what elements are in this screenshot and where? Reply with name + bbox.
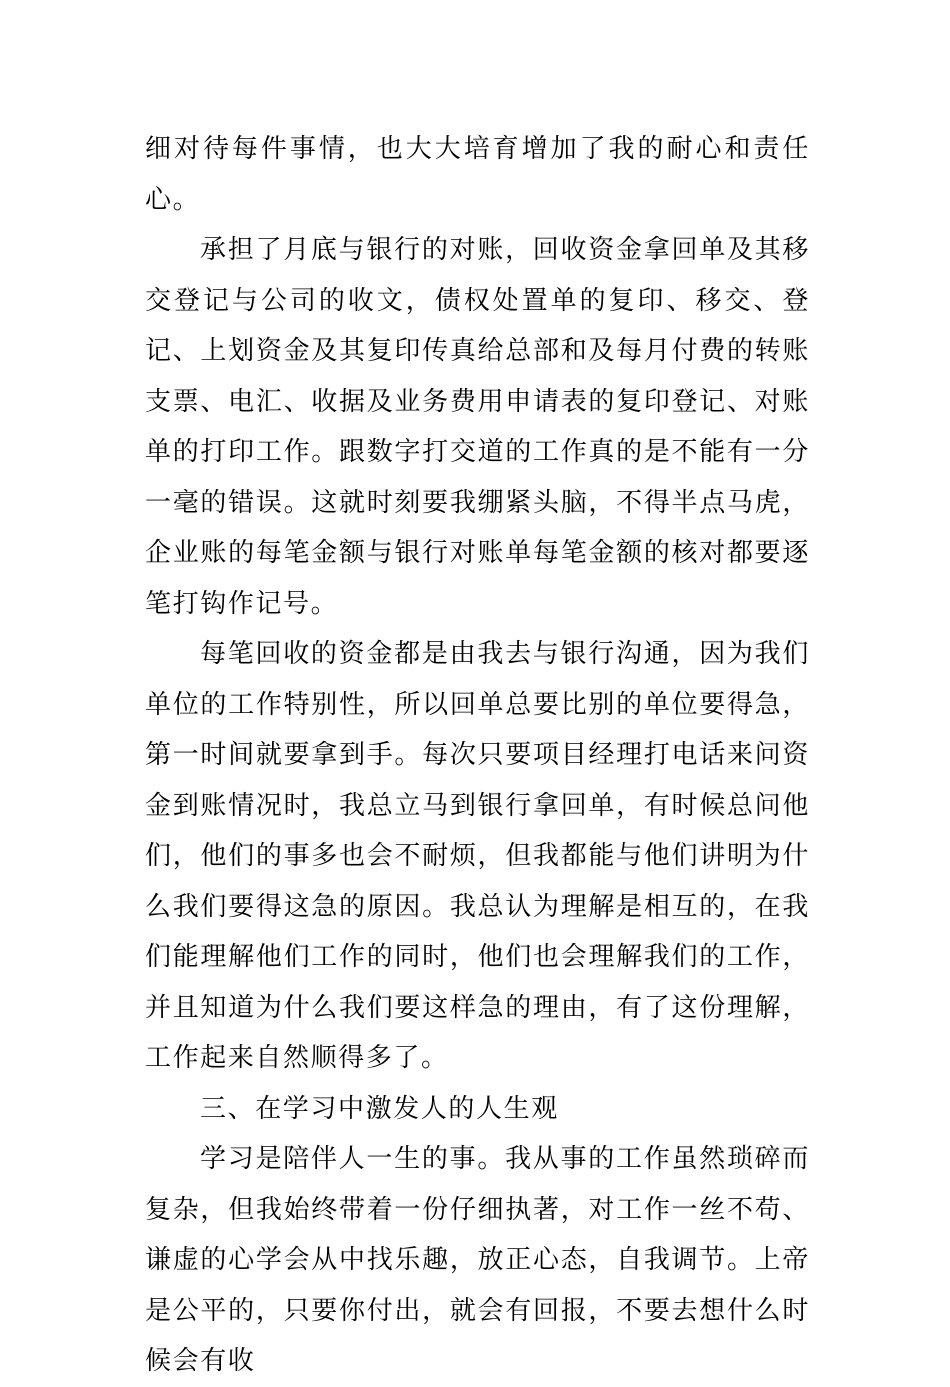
document-body [145, 124, 810, 1387]
paragraph-bank-communication: 每笔回收的资金都是由我去与银行沟通，因为我们单位的工作特别性，所以回单总要比别的单位要得急，第一时间就要拿到手。每次只要项目经理打电话来问资金到账情况时，我总立马到银行拿回单，有时候总问他们，他们的事多也会不耐烦，但我都能与他们讲明为什么我们要得这急的原因。我总认为理解是相互的，在我们能理解他们工作的同时，他们也会理解我们的工作，并且知道为什么我们要这样急的理由，有了这份理解，工作起来自然顺得多了。 [145, 639, 810, 1073]
paragraph-learning: 学习是陪伴人一生的事。我从事的工作虽然琐碎而复杂，但我始终带着一份仔细执著，对工作一丝不苟、谦虚的心学会从中找乐趣，放正心态，自我调节。上帝是公平的，只要你付出，就会有回报，不要去想什么时候会有收 [145, 1144, 810, 1376]
paragraph-bank-reconciliation: 承担了月底与银行的对账，回收资金拿回单及其移交登记与公司的收文，债权处置单的复印、移交、登记、上划资金及其复印传真给总部和及每月付费的转账支票、电汇、收据及业务费用申请表的复印登记、对账单的打印工作。跟数字打交道的工作真的是不能有一分一毫的错误。这就时刻要我绷紧头脑，不得半点马虎，企业账的每笔金额与银行对账单每笔金额的核对都要逐笔打钩作记号。 [145, 235, 810, 619]
paragraph-continuation: 细对待每件事情，也大大培育增加了我的耐心和责任心。 [145, 134, 810, 215]
section-heading-learning: 三、在学习中激发人的人生观 [200, 1093, 559, 1124]
